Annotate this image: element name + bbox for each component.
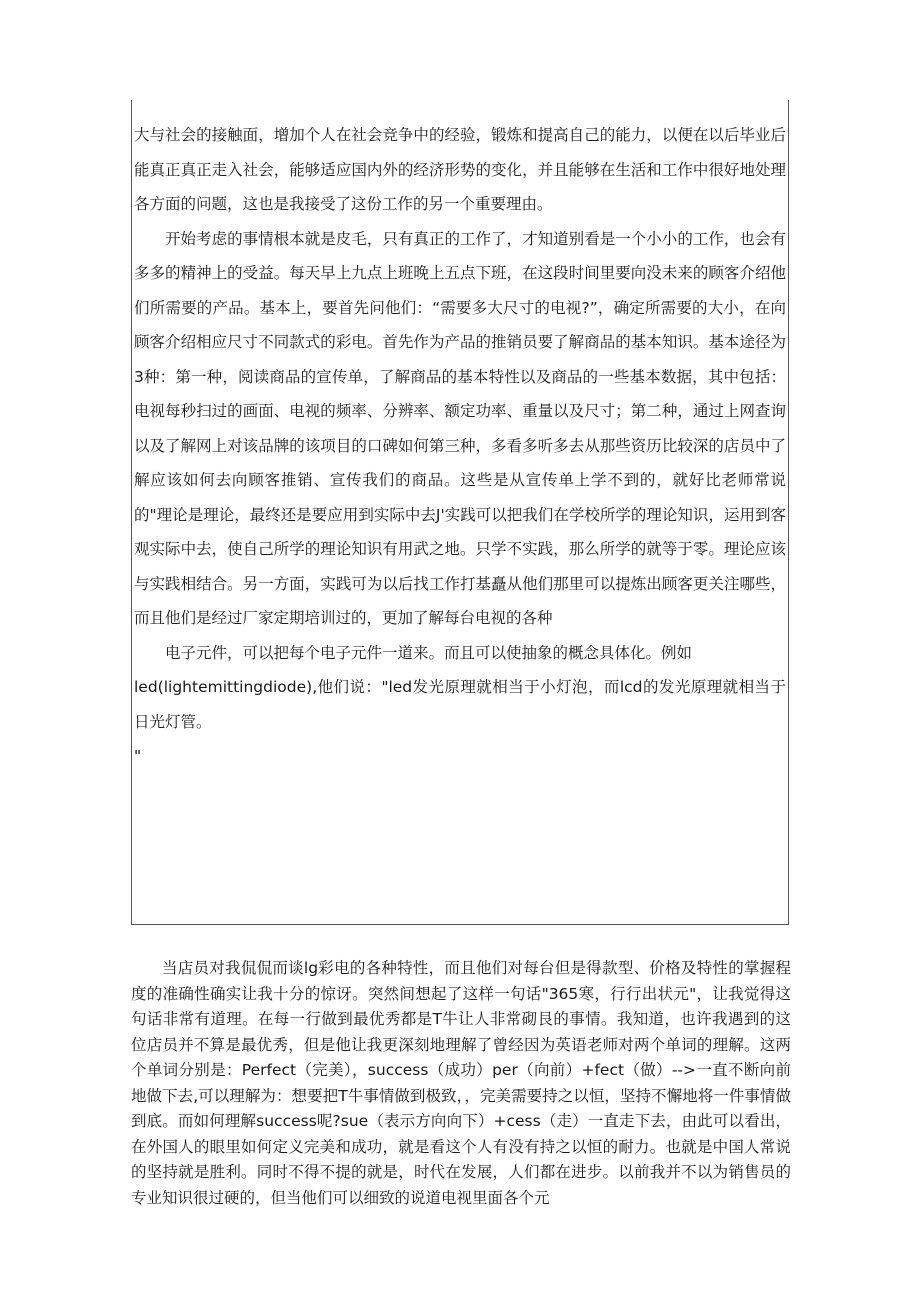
box-paragraph-5: " [134,747,142,765]
box-paragraph-1: 大与社会的接触面，增加个人在社会竞争中的经验，锻炼和提高自己的能力，以便在以后毕业后能真正真正走入社会，能够适应国内外的经济形势的变化，并且能够在生活和工作中很好地处理各方面的问题，这也是我接受了这份工作的另一个重要理由。 [134,126,786,213]
lower-paragraph-1: 当店员对我侃侃而谈lg彩电的各种特性，而且他们对每台但是得款型、价格及特性的掌握程度的准确性确实让我十分的惊讶。突然间想起了这样一句话"365寒，行行出状元"，让我觉得这句话非常有道理。在每一行做到最优秀都是T牛让人非常砌艮的事情。我知道，也许我遇到的这位店员并不算是最优秀，但是他让我更深刻地理解了曾经因为英语老师对两个单词的理解。这两个单词分别是：Perfect（完美），success（成功）per（向前）+fect（做）-->一直不断向前地做下去,可以理解为：想要把T牛事情做到极致，，完美需要持之以恒，坚持不懈地将一件事情做到底。而如何理解success呢?sue（表示方向向下）+cess（走）一直走下去，由此可以看出，在外国人的眼里如何定义完美和成功，就是看这个人有没有持之以恒的耐力。也就是中国人常说的坚持就是胜利。同时不得不提的就是，时代在发展，人们都在进步。以前我并不以为销售员的专业知识很过硬的，但当他们可以细致的说道电视里面各个元 [131,959,791,1207]
box-paragraph-2: 开始考虑的事情根本就是皮毛，只有真正的工作了，才知道别看是一个小小的工作，也会有多多的精神上的受益。每天早上九点上班晚上五点下班，在这段时间里要向没未来的顾客介绍他们所需要的产品。基本上，要首先问他们：“需要多大尺寸的电视?”，确定所需要的大小，在向顾客介绍相应尺寸不同款式的彩电。首先作为产品的推销员要了解商品的基本知识。基本途径为3种：第一种，阅读商品的宣传单，了解商品的基本特性以及商品的一些基本数据，其中包括：电视每秒扫过的画面、电视的频率、分辨率、额定功率、重量以及尺寸；第二种，通过上网查询以及了解网上对该品牌的该项目的口碑如何第三种，多看多听多去从那些资历比较深的店员中了解应该如何去向顾客推销、宣传我们的商品。这些是从宣传单上学不到的，就好比老师常说的"理论是理论，最终还是要应用到实际中去J'实践可以把我们在学校所学的理论知识，运用到客观实际中去，使自己所学的理论知识有用武之地。只学不实践，那么所学的就等于零。理论应该与实践相结合。另一方面，实践可为以后找工作打基矗从他们那里可以提炼出顾客更关注哪些，而且他们是经过厂家定期培训过的，更加了解每台电视的各种 [134,229,786,627]
box-paragraph-4: led(lightemittingdiode),他们说："led发光原理就相当于小灯泡，而lcd的发光原理就相当于日光灯管。 [134,678,786,731]
box-paragraph-3: 电子元件，可以把每个电子元件一道来。而且可以使抽象的概念具体化。例如 [165,643,693,662]
box-text-content [134,118,786,774]
lower-text-content [131,956,791,1211]
